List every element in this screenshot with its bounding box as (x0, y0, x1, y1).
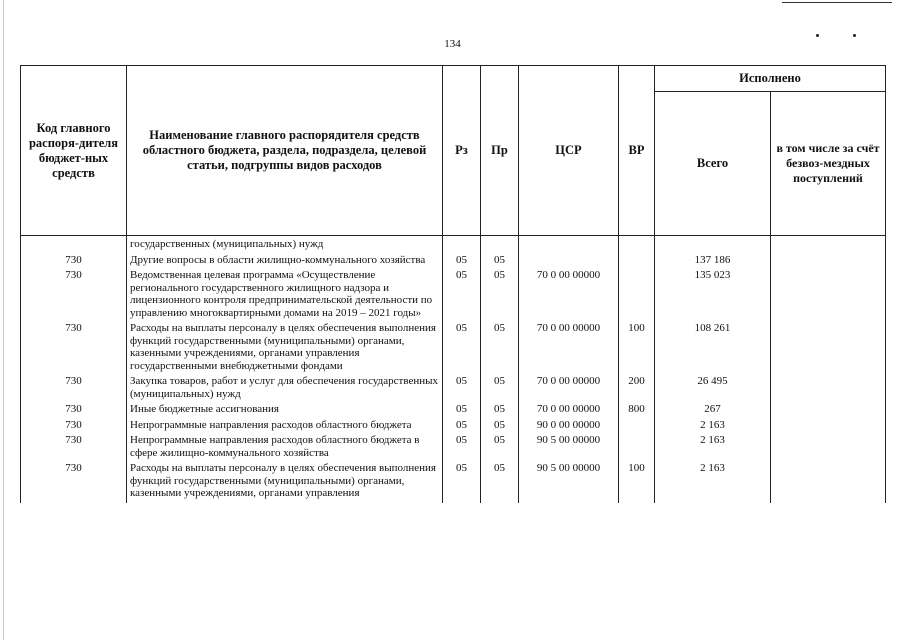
row-csr: 90 5 00 00000 (519, 434, 619, 462)
table-row (21, 434, 886, 462)
row-csr: 70 0 00 00000 (519, 322, 619, 375)
row-rz: 05 (443, 419, 481, 435)
row-csr (519, 236, 619, 254)
row-rz: 05 (443, 322, 481, 375)
scan-speck (816, 34, 819, 37)
table-row (21, 269, 886, 322)
row-name: Непрограммные направления расходов областного бюджета (127, 419, 443, 435)
row-pr: 05 (481, 322, 519, 375)
row-code: 730 (21, 419, 127, 435)
row-code: 730 (21, 403, 127, 419)
table-row (21, 403, 886, 419)
row-name: Непрограммные направления расходов областного бюджета в сфере жилищно-коммунального хозяйства (127, 434, 443, 462)
table-row (21, 254, 886, 270)
row-csr: 90 0 00 00000 (519, 419, 619, 435)
table-row (21, 462, 886, 503)
row-csr: 70 0 00 00000 (519, 269, 619, 322)
row-rz: 05 (443, 254, 481, 270)
header-name: Наименование главного распорядителя средств областного бюджета, раздела, подраздела, целевой статьи, подгруппы видов расходов (127, 66, 443, 236)
row-name: Ведомственная целевая программа «Осуществление регионального государственного жилищного надзора и лицензионного контроля предпринимательской деятельности по управлению многоквартирными домами на 2019 – 2021 годы» (127, 269, 443, 322)
row-name: Закупка товаров, работ и услуг для обеспечения государственных (муниципальных) нужд (127, 375, 443, 403)
row-csr: 70 0 00 00000 (519, 403, 619, 419)
row-vr (619, 269, 655, 322)
row-csr: 90 5 00 00000 (519, 462, 619, 503)
row-total (655, 236, 771, 254)
header-total: Всего (655, 92, 771, 236)
scan-edge-line (3, 0, 4, 640)
row-free (771, 403, 886, 419)
row-rz: 05 (443, 375, 481, 403)
row-code: 730 (21, 462, 127, 503)
row-rz: 05 (443, 434, 481, 462)
row-code (21, 236, 127, 254)
row-total: 2 163 (655, 462, 771, 503)
header-rz: Рз (443, 66, 481, 236)
row-name: государственных (муниципальных) нужд (127, 236, 443, 254)
row-rz (443, 236, 481, 254)
row-total: 26 495 (655, 375, 771, 403)
table-row (21, 322, 886, 375)
row-free (771, 236, 886, 254)
row-rz: 05 (443, 269, 481, 322)
header-csr: ЦСР (519, 66, 619, 236)
row-name: Другие вопросы в области жилищно-коммунального хозяйства (127, 254, 443, 270)
row-name: Расходы на выплаты персоналу в целях обеспечения выполнения функций государственными (муниципальными) органами, казенными учреждениями, органами управления (127, 462, 443, 503)
row-vr: 100 (619, 462, 655, 503)
row-name: Расходы на выплаты персоналу в целях обеспечения выполнения функций государственными (муниципальными) органами, казенными учреждениями, органами управления государственными внебюджетными фондами (127, 322, 443, 375)
row-rz: 05 (443, 462, 481, 503)
header-free: в том числе за счёт безвоз-мездных поступлений (771, 92, 886, 236)
row-pr: 05 (481, 434, 519, 462)
row-vr (619, 434, 655, 462)
scan-speck (853, 34, 856, 37)
row-free (771, 322, 886, 375)
row-pr: 05 (481, 254, 519, 270)
page-number: 134 (444, 38, 461, 50)
row-free (771, 269, 886, 322)
row-name: Иные бюджетные ассигнования (127, 403, 443, 419)
budget-table (20, 65, 886, 503)
row-pr: 05 (481, 419, 519, 435)
header-pr: Пр (481, 66, 519, 236)
row-code: 730 (21, 322, 127, 375)
scan-top-rule (782, 2, 892, 3)
row-csr (519, 254, 619, 270)
header-code: Код главного распоря-дителя бюджет-ных средств (21, 66, 127, 236)
row-total: 108 261 (655, 322, 771, 375)
row-pr: 05 (481, 462, 519, 503)
header-executed: Исполнено (655, 66, 886, 92)
row-vr (619, 419, 655, 435)
row-total: 137 186 (655, 254, 771, 270)
row-pr: 05 (481, 403, 519, 419)
row-pr (481, 236, 519, 254)
row-csr: 70 0 00 00000 (519, 375, 619, 403)
row-total: 2 163 (655, 434, 771, 462)
row-vr: 100 (619, 322, 655, 375)
row-pr: 05 (481, 269, 519, 322)
row-rz: 05 (443, 403, 481, 419)
row-vr: 200 (619, 375, 655, 403)
row-free (771, 462, 886, 503)
row-vr (619, 236, 655, 254)
row-code: 730 (21, 434, 127, 462)
row-total: 2 163 (655, 419, 771, 435)
row-total: 135 023 (655, 269, 771, 322)
row-code: 730 (21, 375, 127, 403)
row-vr: 800 (619, 403, 655, 419)
row-code: 730 (21, 269, 127, 322)
row-total: 267 (655, 403, 771, 419)
row-pr: 05 (481, 375, 519, 403)
table-row (21, 236, 886, 254)
row-free (771, 375, 886, 403)
row-free (771, 254, 886, 270)
row-vr (619, 254, 655, 270)
table-row (21, 375, 886, 403)
row-code: 730 (21, 254, 127, 270)
header-vr: ВР (619, 66, 655, 236)
row-free (771, 419, 886, 435)
table-row (21, 419, 886, 435)
row-free (771, 434, 886, 462)
